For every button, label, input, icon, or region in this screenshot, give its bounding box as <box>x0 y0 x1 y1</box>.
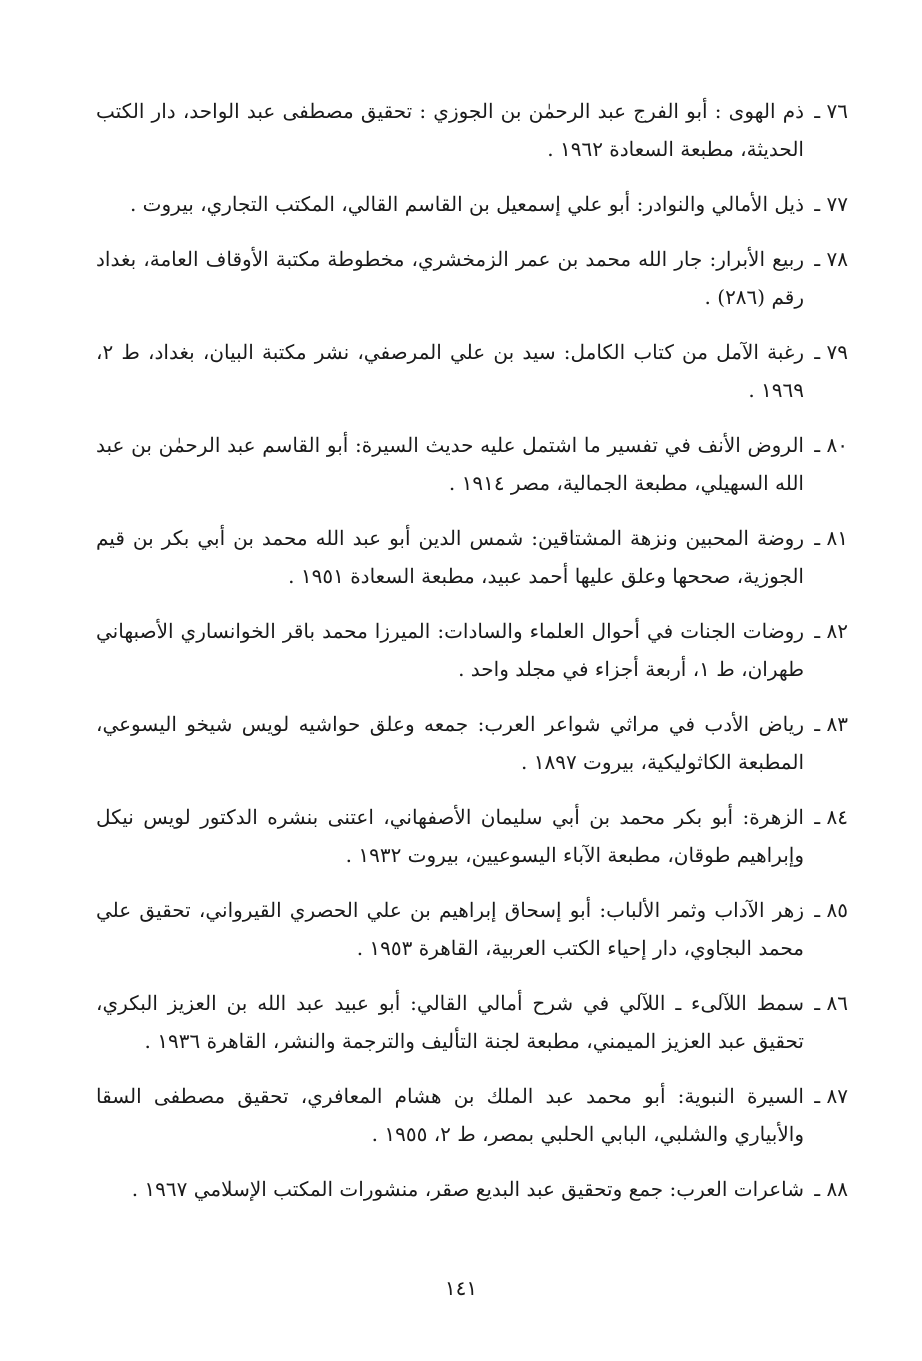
bibliography-entry-83 <box>96 705 848 781</box>
page-number: ١٤١ <box>444 1276 478 1300</box>
entry-text: سمط اللآلىء ـ اللآلي في شرح أمالي القالي: أبو عبيد عبد الله بن العزيز البكري، تحقيق عبد العزيز الميمني، مطبعة لجنة التأليف والترجمة والنشر، القاهرة ١٩٣٦ . <box>96 991 804 1053</box>
bibliography-entry-82 <box>96 612 848 688</box>
entry-number: ٨١ ـ <box>814 526 848 550</box>
entry-number: ٨٧ ـ <box>814 1084 848 1108</box>
bibliography-entry-76 <box>96 92 848 168</box>
entry-text: السيرة النبوية: أبو محمد عبد الملك بن هشام المعافري، تحقيق مصطفى السقا والأبياري والشلبي، البابي الحلبي بمصر، ط ٢، ١٩٥٥ . <box>96 1084 804 1146</box>
bibliography-entry-79 <box>96 333 848 409</box>
entry-number: ٧٩ ـ <box>814 340 848 364</box>
bibliography-entry-85 <box>96 891 848 967</box>
bibliography-entry-84 <box>96 798 848 874</box>
entry-text: الروض الأنف في تفسير ما اشتمل عليه حديث السيرة: أبو القاسم عبد الرحمٰن بن عبد الله السهيلي، مطبعة الجمالية، مصر ١٩١٤ . <box>96 433 804 495</box>
entry-text: ذم الهوى : أبو الفرج عبد الرحمٰن بن الجوزي : تحقيق مصطفى عبد الواحد، دار الكتب الحديثة، مطبعة السعادة ١٩٦٢ . <box>96 99 804 161</box>
entry-number: ٨٠ ـ <box>814 433 848 457</box>
bibliography-entry-87 <box>96 1077 848 1153</box>
entry-number: ٨٤ ـ <box>814 805 848 829</box>
entry-number: ٨٥ ـ <box>814 898 848 922</box>
bibliography-entry-86 <box>96 984 848 1060</box>
bibliography-entry-78 <box>96 240 848 316</box>
entry-text: رياض الأدب في مراثي شواعر العرب: جمعه وعلق حواشيه لويس شيخو اليسوعي، المطبعة الكاثوليكية، بيروت ١٨٩٧ . <box>96 712 804 774</box>
entry-text: روضة المحبين ونزهة المشتاقين: شمس الدين أبو عبد الله محمد بن أبي بكر بن قيم الجوزية، صححها وعلق عليها أحمد عبيد، مطبعة السعادة ١٩٥١ . <box>96 526 804 588</box>
entry-number: ٧٦ ـ <box>814 99 848 123</box>
entry-number: ٧٨ ـ <box>814 247 848 271</box>
bibliography-entry-77 <box>96 185 848 223</box>
bibliography-entry-80 <box>96 426 848 502</box>
entry-text: شاعرات العرب: جمع وتحقيق عبد البديع صقر، منشورات المكتب الإسلامي ١٩٦٧ . <box>131 1177 804 1201</box>
entry-number: ٨٨ ـ <box>814 1177 848 1201</box>
entry-text: الزهرة: أبو بكر محمد بن أبي سليمان الأصفهاني، اعتنى بنشره الدكتور لويس نيكل وإبراهيم طوقان، مطبعة الآباء اليسوعيين، بيروت ١٩٣٢ . <box>96 805 804 867</box>
entry-text: رغبة الآمل من كتاب الكامل: سيد بن علي المرصفي، نشر مكتبة البيان، بغداد، ط ٢، ١٩٦٩ . <box>96 340 804 402</box>
entry-text: ذيل الأمالي والنوادر: أبو علي إسمعيل بن القاسم القالي، المكتب التجاري، بيروت . <box>129 192 804 216</box>
bibliography-entry-88 <box>96 1170 848 1208</box>
entry-number: ٨٢ ـ <box>814 619 848 643</box>
entry-number: ٧٧ ـ <box>814 192 848 216</box>
bibliography-list <box>96 92 848 1225</box>
entry-text: ربيع الأبرار: جار الله محمد بن عمر الزمخشري، مخطوطة مكتبة الأوقاف العامة، بغداد رقم (٢٨٦) . <box>96 247 804 309</box>
entry-text: روضات الجنات في أحوال العلماء والسادات: الميرزا محمد باقر الخوانساري الأصبهاني طهران، ط ١، أربعة أجزاء في مجلد واحد . <box>96 619 804 681</box>
entry-text: زهر الآداب وثمر الألباب: أبو إسحاق إبراهيم بن علي الحصري القيرواني، تحقيق علي محمد البجاوي، دار إحياء الكتب العربية، القاهرة ١٩٥٣ . <box>96 898 804 960</box>
entry-number: ٨٣ ـ <box>814 712 848 736</box>
entry-number: ٨٦ ـ <box>814 991 848 1015</box>
bibliography-entry-81 <box>96 519 848 595</box>
